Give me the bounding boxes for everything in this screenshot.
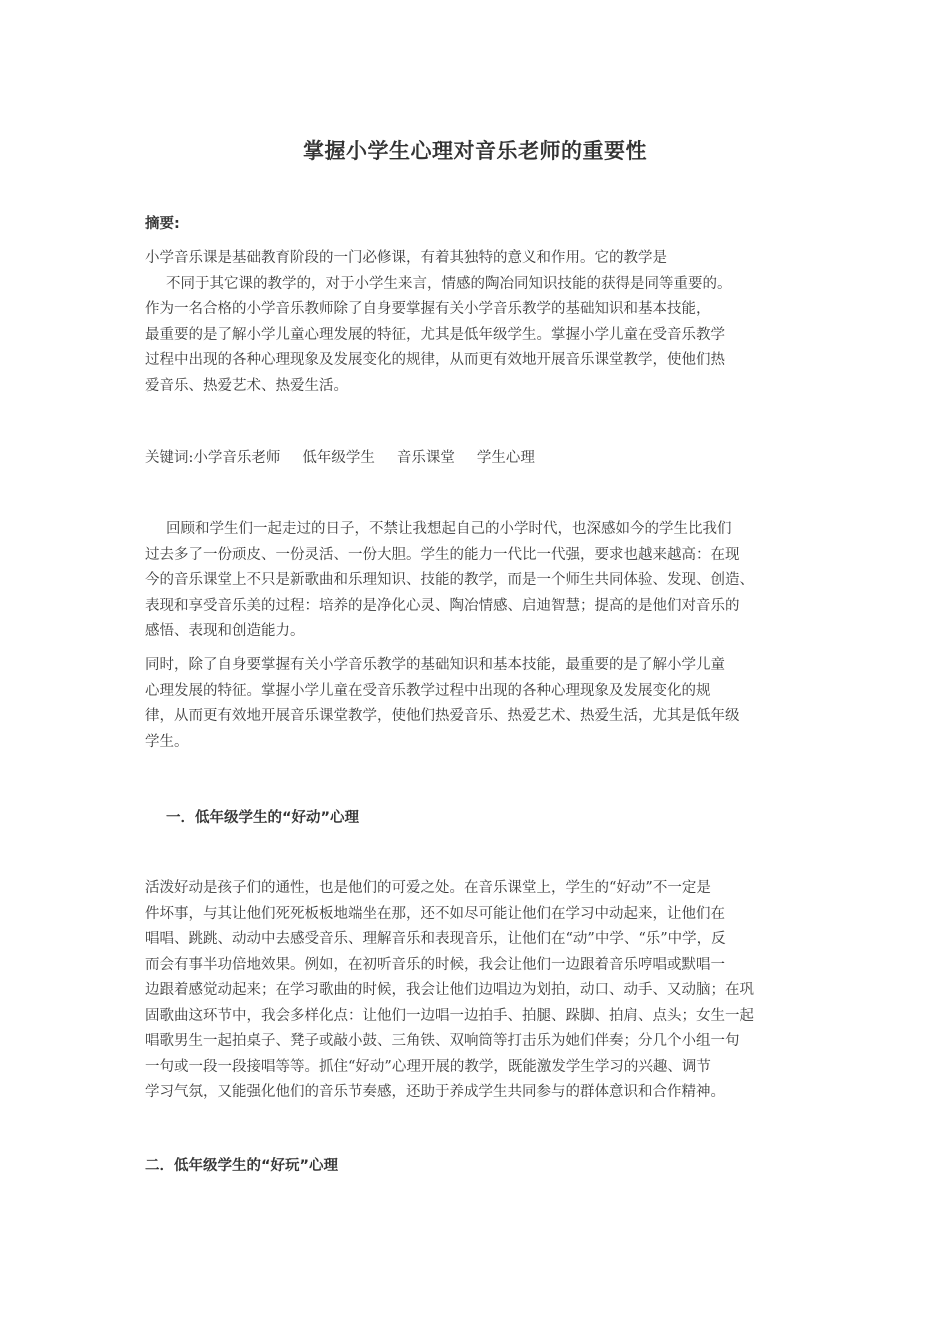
keyword-item: 低年级学生 <box>302 450 375 466</box>
keyword-item: 音乐课堂 <box>396 450 455 466</box>
abstract-line: 小学音乐课是基础教育阶段的一门必修课，有着其独特的意义和作用。它的教学是 <box>145 250 667 266</box>
body-line: 回顾和学生们一起走过的日子，不禁让我想起自己的小学时代，也深感如今的学生比我们 <box>166 521 732 537</box>
body-line: 而会有事半功倍地效果。例如，在初听音乐的时候，我会让他们一边跟着音乐哼唱或默唱一 <box>145 956 725 973</box>
body-line: 活泼好动是孩子们的通性，也是他们的可爱之处。在音乐课堂上，学生的“好动”不一定是 <box>145 880 711 896</box>
body-line: 感悟、表现和创造能力。 <box>145 623 305 639</box>
keywords-label: 关键词: <box>145 450 194 466</box>
keyword-item: 学生心理 <box>476 450 535 466</box>
body-line: 件坏事，与其让他们死死板板地端坐在那，还不如尽可能让他们在学习中动起来，让他们在 <box>145 905 725 922</box>
abstract-line: 不同于其它课的教学的，对于小学生来言，情感的陶冶同知识技能的获得是同等重要的。 <box>166 275 732 292</box>
intro-paragraph-1 <box>145 517 825 645</box>
abstract-label: 摘要: <box>145 216 180 232</box>
section-2-heading: 二．低年级学生的“好玩”心理 <box>145 1158 339 1174</box>
body-line: 学习气氛，又能强化他们的音乐节奏感，还助于养成学生共同参与的群体意识和合作精神。 <box>145 1084 725 1100</box>
intro-paragraph-2 <box>145 653 825 755</box>
body-line: 学生。 <box>145 733 189 750</box>
abstract-paragraph <box>145 246 825 399</box>
body-line: 心理发展的特征。掌握小学儿童在受音乐教学过程中出现的各种心理现象及发展变化的规 <box>145 682 711 699</box>
body-line: 同时，除了自身要掌握有关小学音乐教学的基础知识和基本技能，最重要的是了解小学儿童 <box>145 657 725 673</box>
body-line: 一句或一段一段接唱等等。抓住“好动”心理开展的教学，既能激发学生学习的兴趣、调节 <box>145 1058 711 1075</box>
keyword-item: 小学音乐老师 <box>193 450 281 466</box>
body-line: 表现和享受音乐美的过程：培养的是净化心灵、陶冶情感、启迪智慧；提高的是他们对音乐的 <box>145 597 740 614</box>
document-title: 掌握小学生心理对音乐老师的重要性 <box>303 139 647 163</box>
body-line: 唱歌男生一起拍桌子、凳子或敲小鼓、三角铁、双响筒等打击乐为她们伴奏；分几个小组一句 <box>145 1033 740 1049</box>
section-1-heading: 一．低年级学生的“好动”心理 <box>166 810 360 826</box>
abstract-line: 爱音乐、热爱艺术、热爱生活。 <box>145 377 348 394</box>
body-line: 固歌曲这环节中，我会多样化点：让他们一边唱一边拍手、拍腿、跺脚、拍肩、点头；女生一起 <box>145 1007 754 1024</box>
section-1-paragraph <box>145 876 825 1106</box>
abstract-line: 最重要的是了解小学儿童心理发展的特征，尤其是低年级学生。掌握小学儿童在受音乐教学 <box>145 326 725 343</box>
body-line: 唱唱、跳跳、动动中去感受音乐、理解音乐和表现音乐，让他们在“动”中学、“乐”中学，反 <box>145 931 726 947</box>
abstract-line: 过程中出现的各种心理现象及发展变化的规律，从而更有效地开展音乐课堂教学，使他们热 <box>145 352 725 368</box>
body-line: 边跟着感觉动起来；在学习歌曲的时候，我会让他们边唱边为划拍，动口、动手、又动脑；在巩 <box>145 982 754 998</box>
body-line: 律，从而更有效地开展音乐课堂教学，使他们热爱音乐、热爱艺术、热爱生活，尤其是低年级 <box>145 708 740 724</box>
keywords-line <box>145 446 825 472</box>
abstract-line: 作为一名合格的小学音乐教师除了自身要掌握有关小学音乐教学的基础知识和基本技能， <box>145 301 711 317</box>
body-line: 过去多了一份顽皮、一份灵活、一份大胆。学生的能力一代比一代强，要求也越来越高：在现 <box>145 546 740 563</box>
body-line: 今的音乐课堂上不只是新歌曲和乐理知识、技能的教学，而是一个师生共同体验、发现、创造、 <box>145 572 754 588</box>
